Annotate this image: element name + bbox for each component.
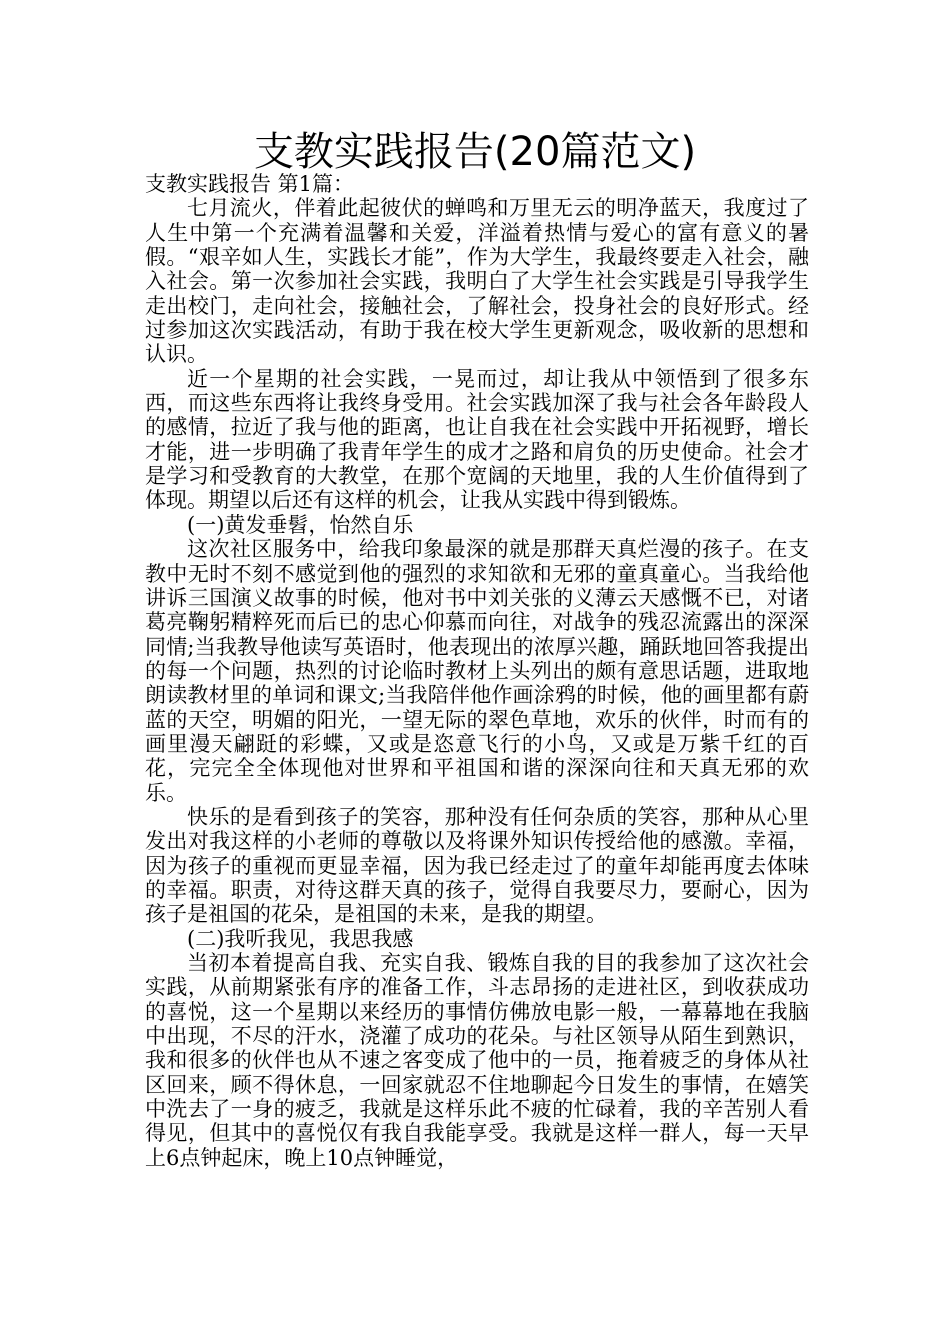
document-body xyxy=(145,172,809,1170)
subheading-2: (二)我听我见，我思我感 xyxy=(187,926,414,951)
paragraph-3: 这次社区服务中，给我印象最深的就是那群天真烂漫的孩子。在支教中无时不刻不感觉到他的强烈的求知欲和无邪的童真童心。当我给他讲诉三国演义故事的时候，他对书中刘关张的义薄云天感慨不已，对诸葛亮鞠躬精粹死而后已的忠心仰慕而向往，对战争的残忍流露出的深深同情;当我教导他读写英语时，他表现出的浓厚兴趣，踊跃地回答我提出的每一个问题，热烈的讨论临时教材上头列出的颇有意思话题，进取地朗读教材里的单词和课文;当我陪伴他作画涂鸦的时候，他的画里都有蔚蓝的天空，明媚的阳光，一望无际的翠色草地，欢乐的伙伴，时而有的画里漫天翩跹的彩蝶，又或是恣意飞行的小鸟，又或是万紫千红的百花，完完全全体现他对世界和平祖国和谐的深深向往和天真无邪的欢乐。 xyxy=(145,537,809,805)
document-title: 支教实践报告(20篇范文) xyxy=(253,129,697,175)
paragraph-1: 七月流火，伴着此起彼伏的蝉鸣和万里无云的明净蓝天，我度过了人生中第一个充满着温馨和关爱，洋溢着热情与爱心的富有意义的暑假。“艰辛如人生，实践长才能”，作为大学生，我最终要走入社会，融入社会。第一次参加社会实践，我明白了大学生社会实践是引导我学生走出校门，走向社会，接触社会，了解社会，投身社会的良好形式。经过参加这次实践活动，有助于我在校大学生更新观念，吸收新的思想和认识。 xyxy=(145,196,809,367)
paragraph-5: 当初本着提高自我、充实自我、锻炼自我的目的我参加了这次社会实践，从前期紧张有序的准备工作，斗志昂扬的走进社区，到收获成功的喜悦，这一个星期以来经历的事情仿佛放电影一般，一幕幕地在我脑中出现，不尽的汗水，浇灌了成功的花朵。与社区领导从陌生到熟识，我和很多的伙伴也从不速之客变成了他中的一员，拖着疲乏的身体从社区回来，顾不得休息，一回家就忍不住地聊起今日发生的事情，在嬉笑中洗去了一身的疲乏，我就是这样乐此不疲的忙碌着，我的辛苦别人看得见，但其中的喜悦仅有我自我能享受。我就是这样一群人，每一天早上6点钟起床，晚上10点钟睡觉， xyxy=(145,951,809,1170)
paragraph-2: 近一个星期的社会实践，一晃而过，却让我从中领悟到了很多东西，而这些东西将让我终身受用。社会实践加深了我与社会各年龄段人的感情，拉近了我与他的距离，也让自我在社会实践中开拓视野，增长才能，进一步明确了我青年学生的成才之路和肩负的历史使命。社会才是学习和受教育的大教堂，在那个宽阔的天地里，我的人生价值得到了体现。期望以后还有这样的机会，让我从实践中得到锻炼。 xyxy=(145,366,809,513)
section-heading: 支教实践报告 第1篇： xyxy=(145,172,355,196)
paragraph-4: 快乐的是看到孩子的笑容，那种没有任何杂质的笑容，那种从心里发出对我这样的小老师的尊敬以及将课外知识传授给他的感激。幸福，因为孩子的重视而更显幸福，因为我已经走过了的童年却能再度去体味的幸福。职责，对待这群天真的孩子，觉得自我要尽力，要耐心，因为孩子是祖国的花朵，是祖国的未来，是我的期望。 xyxy=(145,804,809,927)
subheading-1: (一)黄发垂髫，怡然自乐 xyxy=(187,512,414,537)
